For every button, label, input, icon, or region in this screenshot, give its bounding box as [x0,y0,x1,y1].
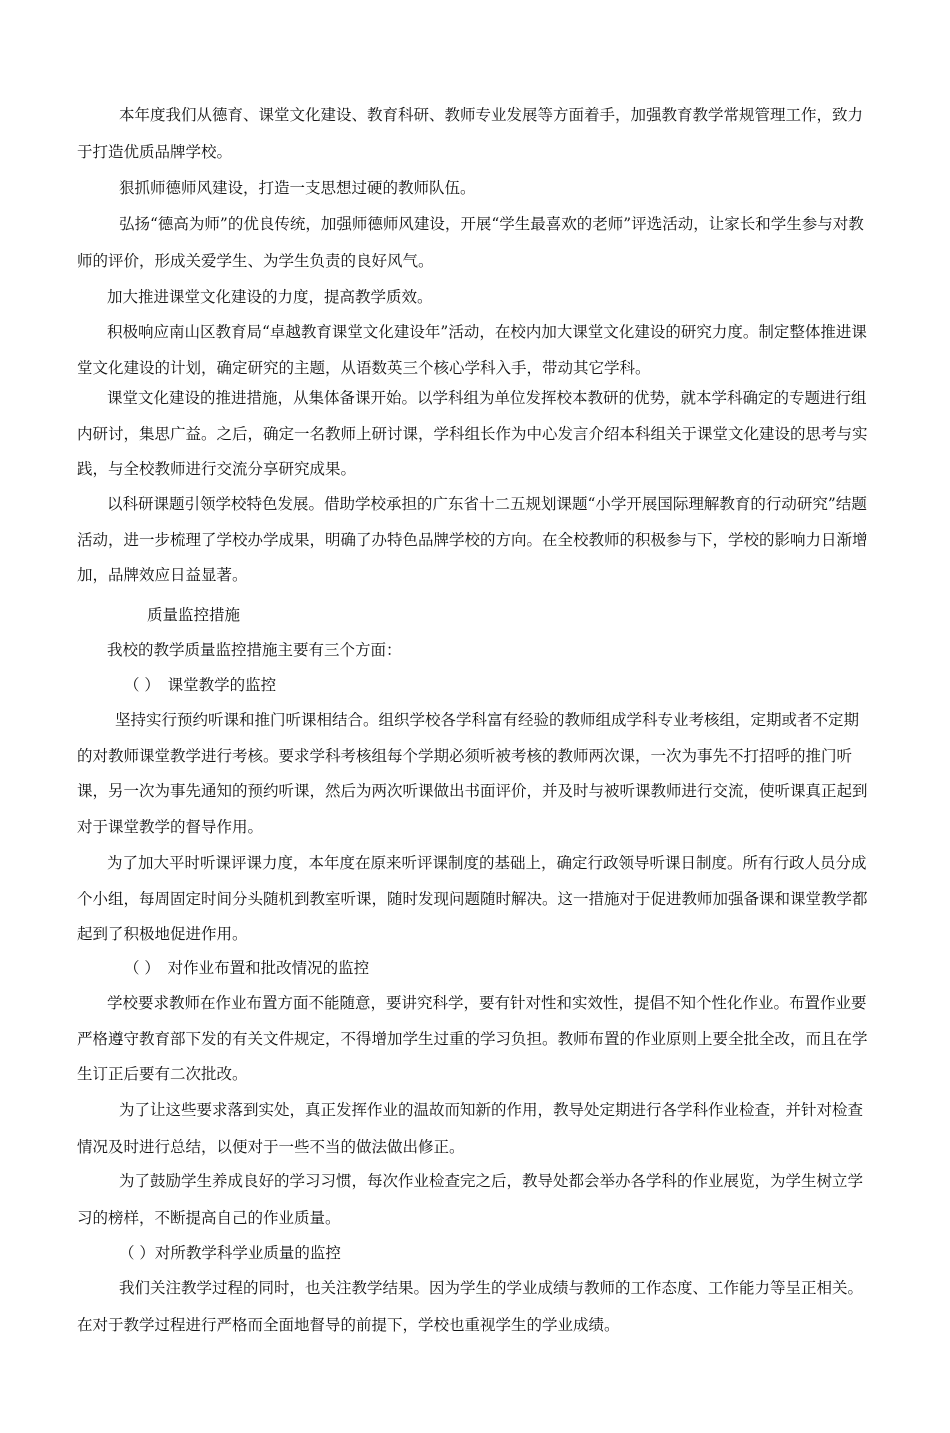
paragraph-monitoring-intro: 我校的教学质量监控措施主要有三个方面： [107,641,402,659]
paragraph-homework-exhibition: 为了鼓励学生养成良好的学习习惯，每次作业检查完之后，教导处都会举办各学科的作业展览，为学生树立学习的榜样，不断提高自己的作业质量。 [77,1172,864,1227]
subheading-classroom-monitoring: （ ） 课堂教学的监控 [124,676,277,694]
paragraph-classroom-culture: 积极响应南山区教育局“卓越教育课堂文化建设年”活动，在校内加大课堂文化建设的研究力度。制定整体推进课堂文化建设的计划，确定研究的主题，从语数英三个核心学科入手，带动其它学科。 [77,323,867,377]
subheading-academic-quality: （ ）对所教学科学业质量的监控 [119,1244,341,1262]
paragraph-homework-checks: 为了让这些要求落到实处，真正发挥作业的温故而知新的作用，教导处定期进行各学科作业检查，并针对检查情况及时进行总结，以便对于一些不当的做法做出修正。 [77,1101,864,1156]
subheading-homework-monitoring: （ ） 对作业布置和批改情况的监控 [124,959,370,977]
paragraph-academic-results: 我们关注教学过程的同时，也关注教学结果。因为学生的学业成绩与教师的工作态度、工作能力等呈正相关。在对于教学过程进行严格而全面地督导的前提下，学校也重视学生的学业成绩。 [77,1279,864,1334]
heading-quality-monitoring: 质量监控措施 [147,606,241,624]
paragraph-teacher-ethics: 弘扬“德高为师”的优良传统，加强师德师风建设，开展“学生最喜欢的老师”评选活动，让家长和学生参与对教师的评价，形成关爱学生、为学生负责的良好风气。 [77,215,864,270]
paragraph-research-projects: 以科研课题引领学校特色发展。借助学校承担的广东省十二五规划课题“小学开展国际理解教育的行动研究”结题活动，进一步梳理了学校办学成果，明确了办特色品牌学校的方向。在全校教师的积极参与下，学校的影响力日渐增加，品牌效应日益显著。 [77,495,868,584]
paragraph-collective-prep: 课堂文化建设的推进措施，从集体备课开始。以学科组为单位发挥校本教研的优势，就本学科确定的专题进行组内研讨，集思广益。之后，确定一名教师上研讨课，学科组长作为中心发言介绍本科组关于课堂文化建设的思考与实践，与全校教师进行交流分享研究成果。 [77,389,868,478]
paragraph-admin-observation: 为了加大平时听课评课力度，本年度在原来听评课制度的基础上，确定行政领导听课日制度。所有行政人员分成 个小组，每周固定时间分头随机到教室听课，随时发现问题随时解决。这一措施对于促进教师加强备课和课堂教学都起到了积极地促进作用。 [77,854,883,943]
heading-teacher-ethics: 狠抓师德师风建设，打造一支思想过硬的教师队伍。 [119,179,476,197]
paragraph-lesson-observation: 坚持实行预约听课和推门听课相结合。组织学校各学科富有经验的教师组成学科专业考核组，定期或者不定期的对教师课堂教学进行考核。要求学科考核组每个学期必须听被考核的教师两次课，一次为事先不打招呼的推门听课，另一次为事先通知的预约听课，然后为两次听课做出书面评价，并及时与被听课教师进行交流，使听课真正起到对于课堂教学的督导作用。 [77,711,868,836]
paragraph-homework-requirements: 学校要求教师在作业布置方面不能随意，要讲究科学，要有针对性和实效性，提倡不知个性化作业。布置作业要严格遵守教育部下发的有关文件规定，不得增加学生过重的学习负担。教师布置的作业原则上要全批全改，而且在学生订正后要有二次批改。 [77,994,868,1083]
paragraph-intro: 本年度我们从德育、课堂文化建设、教育科研、教师专业发展等方面着手，加强教育教学常规管理工作，致力于打造优质品牌学校。 [77,106,864,161]
heading-classroom-culture: 加大推进课堂文化建设的力度，提高教学质效。 [107,288,433,306]
